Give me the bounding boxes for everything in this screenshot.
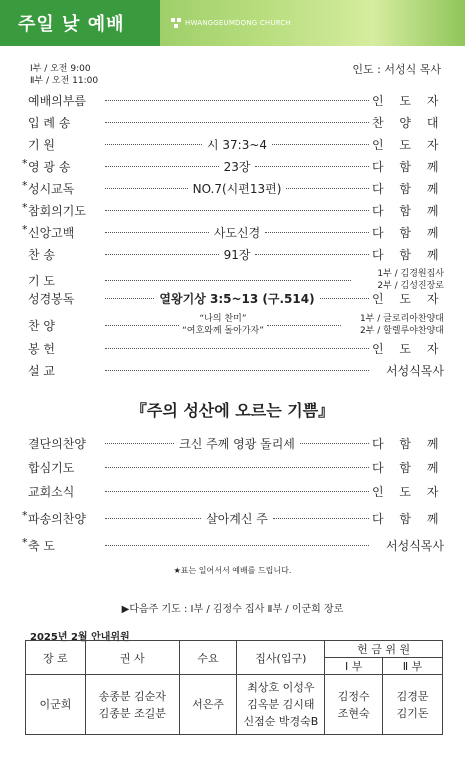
order-resp: 다 함 께: [372, 225, 445, 240]
dot-leader: [105, 467, 369, 468]
dot-leader: [105, 348, 369, 349]
order-item: 합심기도: [28, 460, 75, 475]
order-row-anthem: [28, 310, 444, 340]
dot-leader: [105, 232, 209, 233]
dot-leader: [105, 188, 188, 189]
col-header-wednesday: 수요: [179, 641, 237, 675]
cell-line: 김옥분 김시태: [247, 698, 315, 711]
anthem-choirs: [344, 313, 444, 337]
order-resp: 다 함 께: [372, 159, 445, 174]
cell-line: 김경문: [396, 689, 429, 703]
dot-leader: [105, 280, 351, 281]
anthem-title-first: “나의 찬미”: [199, 314, 247, 324]
cell-line: 김종분 조길분: [98, 706, 166, 720]
cell-kwonsa: [85, 675, 179, 735]
prayer-first: 1부 / 김경원집사: [377, 269, 444, 279]
order-item: 결단의찬양: [28, 436, 86, 451]
cell-offering-second: [383, 675, 443, 735]
dot-leader: [300, 443, 369, 444]
col-header-second: Ⅱ 부: [383, 658, 443, 675]
dot-leader: [272, 144, 369, 145]
order-resp: 인 도 자: [372, 341, 445, 356]
order-center: 91장: [223, 247, 251, 262]
col-header-kwonsa: 권 사: [85, 641, 179, 675]
service-time-first: Ⅰ부 / 오전 9:00: [30, 64, 91, 74]
dot-leader: [273, 518, 369, 519]
order-resp: 다 함 께: [372, 460, 445, 475]
church-name: HWANGGEUMDONG CHURCH: [185, 19, 291, 27]
order-center: NO.7(시편13편): [192, 181, 282, 196]
dot-leader: [105, 370, 369, 371]
cell-wednesday: 서은주: [179, 675, 237, 735]
cell-line: 최상호 이성우: [247, 681, 315, 694]
cell-line: 신점순 박경숙B: [243, 715, 319, 728]
church-logo-icon: [171, 18, 181, 28]
dot-leader: [320, 298, 369, 299]
order-center: 23장: [223, 159, 251, 174]
prayer-second: 2부 / 김성진장로: [377, 281, 444, 291]
order-resp: 서성식목사: [386, 363, 444, 378]
order-item: * 영 광 송: [28, 158, 102, 175]
order-resp: 인 도 자: [372, 93, 445, 108]
order-item: 예배의부름: [28, 93, 86, 108]
order-center: 사도신경: [213, 225, 261, 240]
cell-line: 김정수: [337, 689, 370, 703]
cell-offering-first: [325, 675, 383, 735]
cell-line: 김기돈: [396, 706, 429, 720]
dot-leader: [265, 232, 369, 233]
col-header-deacon: 집사(입구): [237, 641, 325, 675]
order-item: 교회소식: [28, 484, 75, 499]
scripture-reference: 열왕기상 3:5~13 (구.514): [159, 291, 315, 306]
anthem-choir-first: 1부 / 글로리아찬양대: [359, 314, 444, 324]
cell-line: 조현숙: [337, 706, 370, 720]
dot-leader: [105, 491, 369, 492]
dot-leader: [105, 144, 202, 145]
next-week-prayer: ▶다음주 기도 : Ⅰ부 / 김정수 집사 Ⅱ부 / 이군희 장로: [121, 604, 344, 615]
order-row: [28, 200, 444, 220]
order-row: [28, 481, 444, 501]
dot-leader: [105, 210, 369, 211]
committee-table: [25, 640, 443, 735]
order-item: 설 교: [28, 363, 55, 378]
order-center: 크신 주께 영광 돌리세: [179, 436, 295, 451]
order-row: [28, 112, 444, 132]
dot-leader: [255, 254, 369, 255]
dot-leader: [286, 188, 369, 189]
order-item: 찬 송: [28, 247, 55, 262]
order-item: 기 도: [28, 273, 55, 288]
order-row-scripture: [28, 288, 444, 308]
cell-deacon: [237, 675, 325, 735]
header-banner: [0, 0, 465, 46]
order-row: [28, 433, 444, 453]
order-row: [28, 90, 444, 110]
order-resp: 다 함 께: [372, 203, 445, 218]
order-resp: 찬 양 대: [372, 115, 445, 130]
dot-leader: [255, 166, 369, 167]
order-row: [28, 360, 444, 380]
order-row: [28, 134, 444, 154]
order-row: [28, 457, 444, 477]
table-row: [26, 675, 443, 735]
standing-note: ★표는 일어서서 예배를 드립니다.: [173, 566, 292, 575]
order-item: 찬 양: [28, 318, 55, 333]
order-item: * 파송의찬양: [28, 510, 102, 527]
order-item: * 축 도: [28, 537, 102, 554]
dot-leader: [105, 100, 369, 101]
order-resp: 인 도 자: [372, 291, 445, 306]
dot-leader: [105, 545, 369, 546]
col-header-first: Ⅰ 부: [325, 658, 383, 675]
order-row: [28, 156, 444, 176]
order-item: * 신앙고백: [28, 224, 102, 241]
order-item: 봉 헌: [28, 341, 55, 356]
order-resp: 인 도 자: [372, 137, 445, 152]
order-resp: 인 도 자: [372, 484, 445, 499]
dot-leader: [105, 518, 201, 519]
order-center: 살아계신 주: [206, 511, 268, 526]
dot-leader: [105, 298, 154, 299]
order-resp: 다 함 께: [372, 247, 445, 262]
order-center: 시 37:3~4: [206, 137, 268, 152]
anthem-title-second: “여호와께 돌아가자”: [182, 326, 264, 336]
col-header-offering: 헌 금 위 원: [325, 641, 443, 658]
dot-leader: [105, 443, 174, 444]
order-item: * 참회의기도: [28, 202, 102, 219]
order-item: 성경봉독: [28, 291, 75, 306]
cell-elder: 이군희: [26, 675, 86, 735]
order-row: [28, 508, 444, 528]
order-item: 기 원: [28, 137, 55, 152]
dot-leader: [105, 254, 219, 255]
order-row: [28, 535, 444, 555]
service-time-second: Ⅱ부 / 오전 11:00: [30, 76, 99, 86]
order-resp: 서성식목사: [386, 538, 444, 553]
order-item: 입 례 송: [28, 115, 71, 130]
order-resp: 다 함 께: [372, 181, 445, 196]
anthem-titles: [182, 313, 264, 337]
committee-title: 2025년 2월 안내위원: [30, 632, 130, 643]
order-row: [28, 338, 444, 358]
order-resp: 다 함 께: [372, 436, 445, 451]
dot-leader: [267, 325, 341, 326]
sermon-title: 『주의 성산에 오르는 기쁨』: [130, 401, 335, 420]
order-row: [28, 222, 444, 242]
cell-line: 송종분 김순자: [98, 689, 166, 703]
worship-leader: 인도 : 서성식 목사: [352, 63, 441, 76]
order-resp: 다 함 께: [372, 511, 445, 526]
col-header-elder: 장 로: [26, 641, 86, 675]
order-row: [28, 244, 444, 264]
page-title: 주일 낮 예배: [18, 14, 125, 35]
order-row: [28, 178, 444, 198]
order-item: * 성시교독: [28, 180, 102, 197]
anthem-choir-second: 2부 / 할렐루야찬양대: [359, 326, 444, 336]
dot-leader: [105, 122, 369, 123]
dot-leader: [105, 166, 219, 167]
dot-leader: [105, 325, 179, 326]
